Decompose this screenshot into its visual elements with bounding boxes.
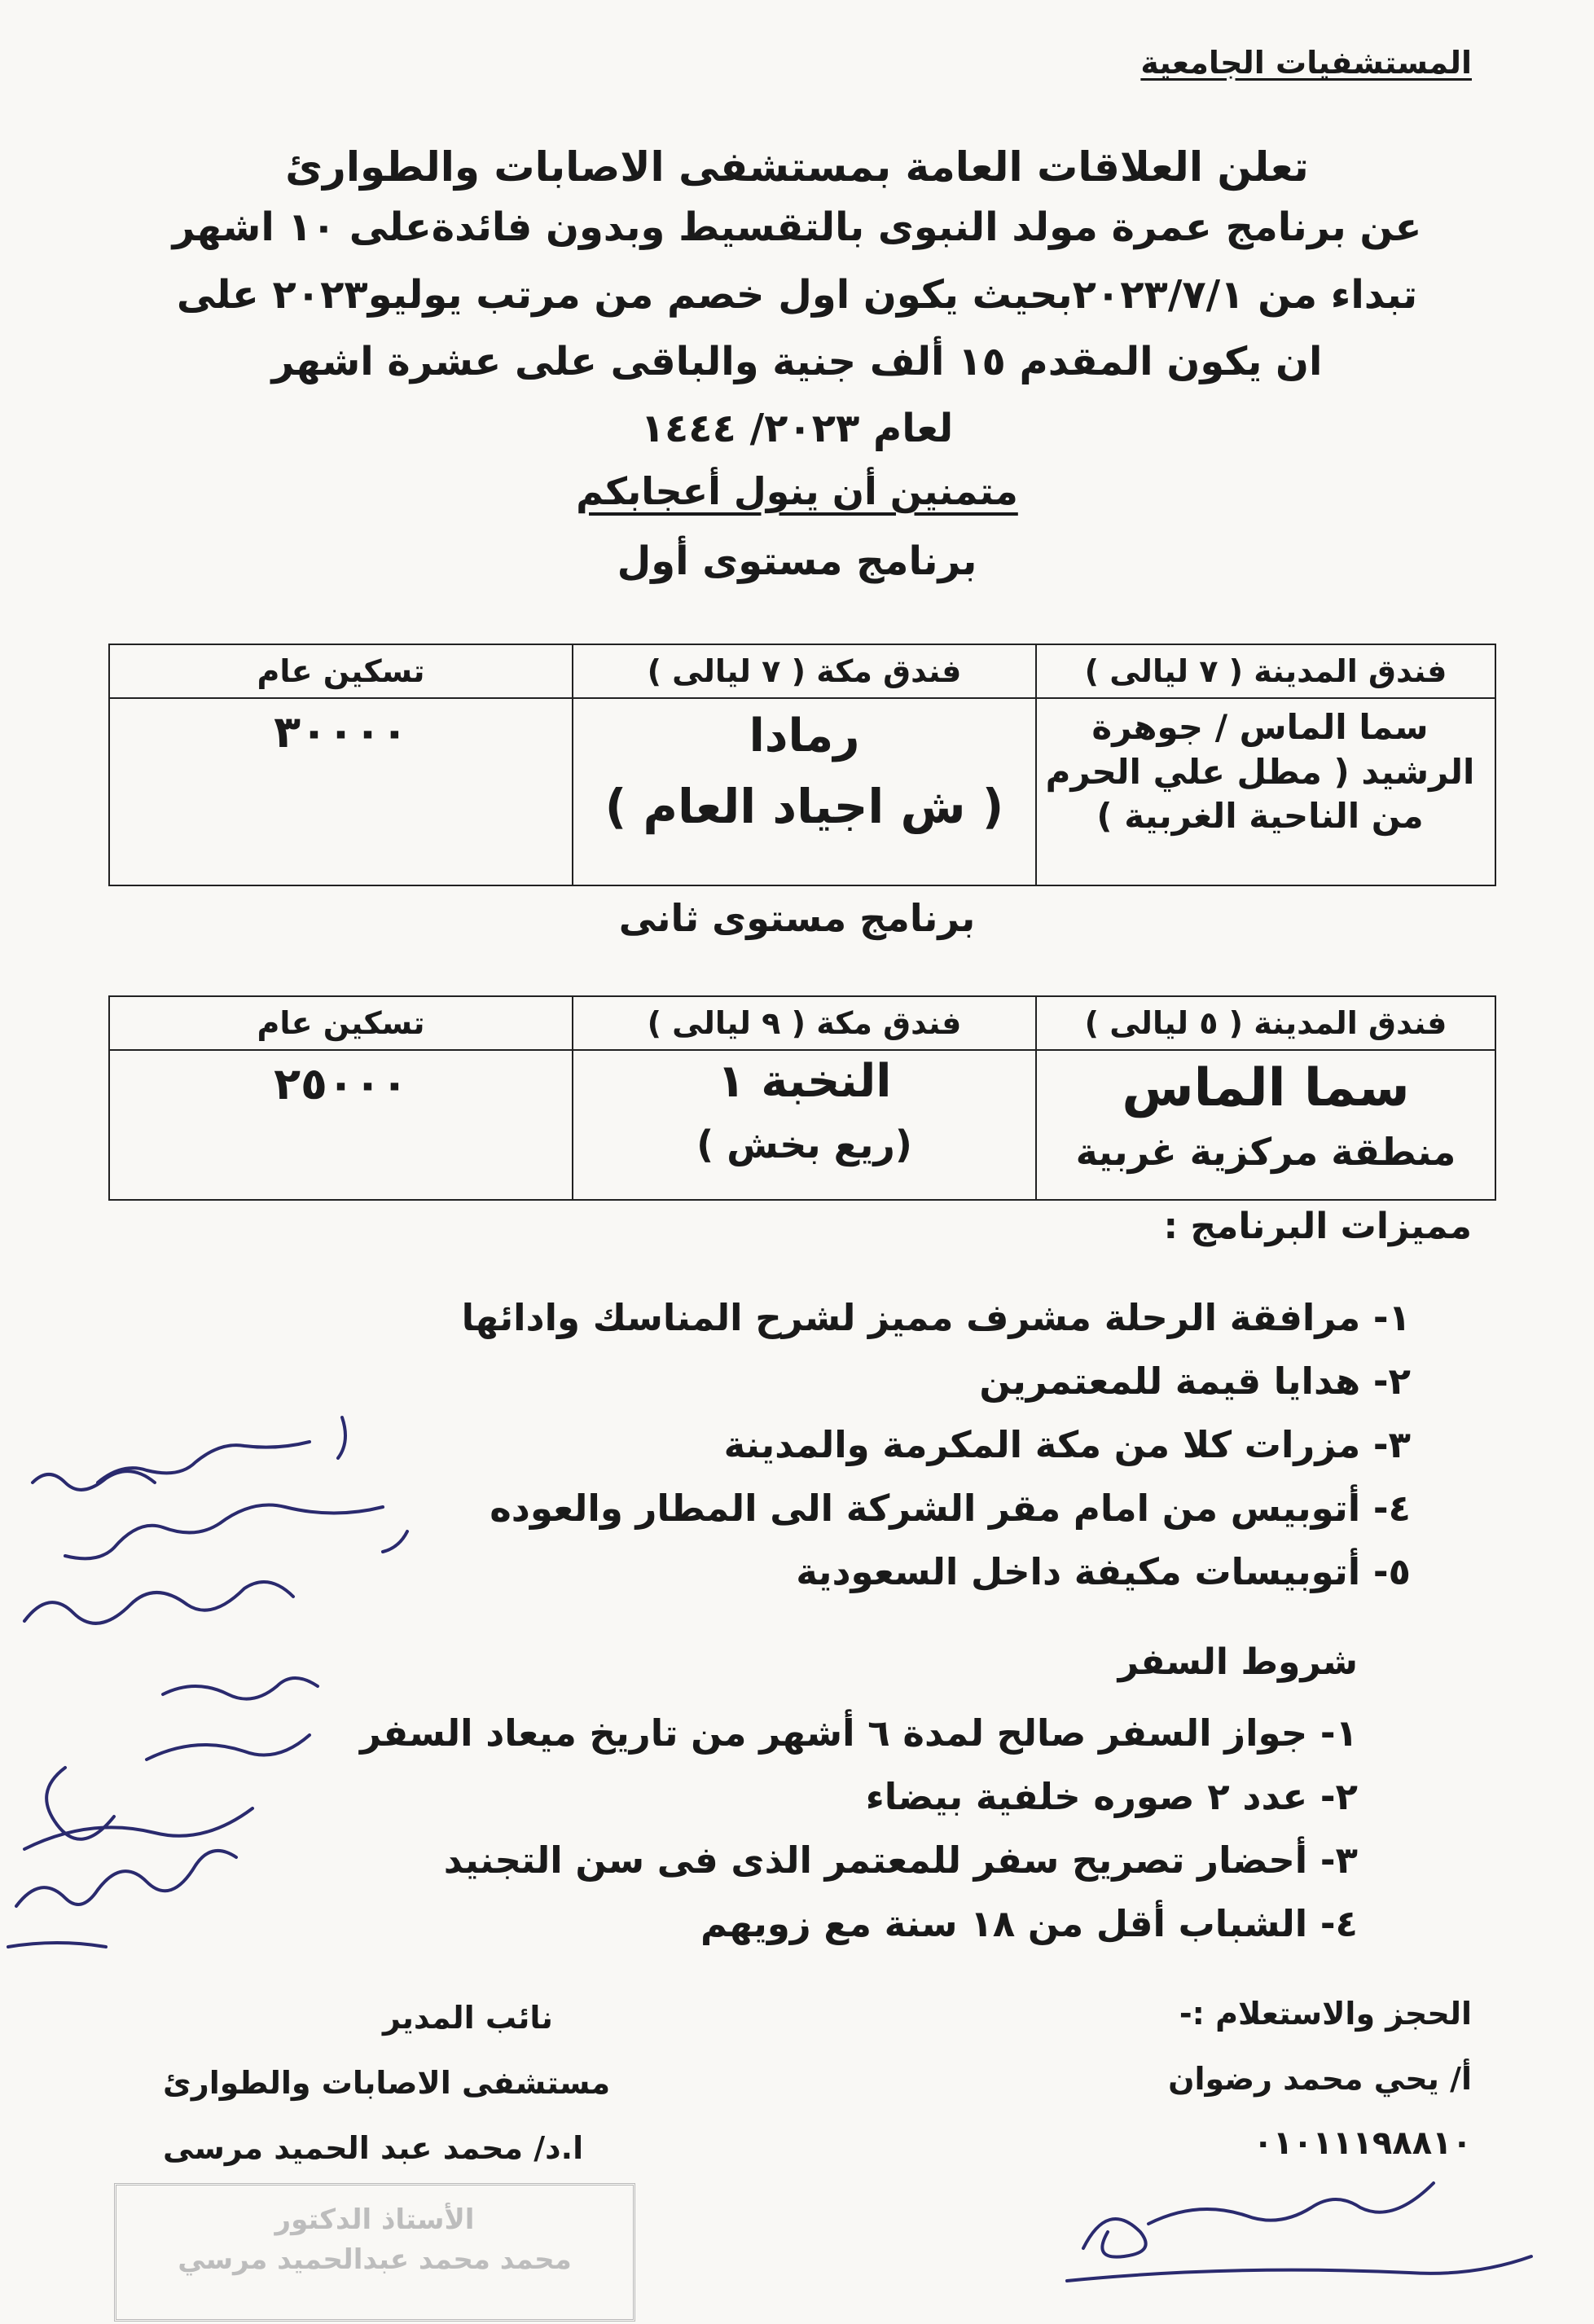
header-madinah-hotel: فندق المدينة ( ٥ ليالى ) bbox=[1036, 996, 1495, 1050]
contact-phone: ٠١٠١١١٩٨٨١٠ bbox=[1253, 2124, 1472, 2162]
price-cell bbox=[109, 698, 573, 885]
program1-title: برنامج مستوى أول bbox=[617, 538, 977, 584]
contact-title: الحجز والاستعلام :- bbox=[1179, 1996, 1472, 2032]
makkah-hotel-cell bbox=[573, 698, 1036, 885]
header-madinah-hotel: فندق المدينة ( ٧ ليالى ) bbox=[1036, 644, 1495, 698]
header-accommodation: تسكين عام bbox=[109, 644, 573, 698]
list-item: ٢- هدايا قيمة للمعتمرين bbox=[979, 1360, 1411, 1403]
table-row bbox=[109, 996, 1495, 1050]
madinah-hotel-cell bbox=[1036, 698, 1495, 885]
list-item: ١- جواز السفر صالح لمدة ٦ أشهر من تاريخ ميعاد السفر bbox=[360, 1711, 1358, 1755]
contact-name: أ/ يحي محمد رضوان bbox=[1168, 2061, 1472, 2097]
list-item: ٣- أحضار تصريح سفر للمعتمر الذى فى سن التجنيد bbox=[443, 1839, 1358, 1882]
table-row bbox=[109, 1050, 1495, 1200]
table-row bbox=[109, 698, 1495, 885]
stamp-line: الأستاذ الدكتور bbox=[274, 2203, 475, 2236]
contact-signature bbox=[1051, 2159, 1539, 2289]
price-cell bbox=[109, 1050, 573, 1200]
makkah-hotel-cell bbox=[573, 1050, 1036, 1200]
header-accommodation: تسكين عام bbox=[109, 996, 573, 1050]
table-row bbox=[109, 644, 1495, 698]
header-makkah-hotel: فندق مكة ( ٩ ليالى ) bbox=[573, 996, 1036, 1050]
announcement-line-4: ان يكون المقدم ١٥ ألف جنية والباقى على عشرة اشهر bbox=[271, 339, 1323, 384]
stamp-line: محمد محمد عبدالحميد مرسي bbox=[178, 2243, 572, 2277]
list-item: ٤- أتوبيس من امام مقر الشركة الى المطار والعوده bbox=[490, 1487, 1411, 1530]
madinah-hotel-line: من الناحية الغربية ) bbox=[1096, 796, 1424, 837]
makkah-hotel-location: ( ش اجياد العام ) bbox=[604, 779, 1004, 834]
program2-title: برنامج مستوى ثانى bbox=[618, 896, 976, 940]
official-stamp bbox=[114, 2183, 635, 2322]
price-value: ٣٠٠٠٠ bbox=[274, 706, 408, 758]
list-item: ٣- مزرات كلا من مكة المكرمة والمدينة bbox=[723, 1423, 1411, 1466]
program2-table bbox=[108, 995, 1496, 1201]
makkah-hotel-name: رمادا bbox=[749, 710, 860, 762]
org-header: المستشفيات الجامعية bbox=[1140, 45, 1472, 81]
features-title: مميزات البرنامج : bbox=[1163, 1206, 1472, 1247]
conditions-title: شروط السفر bbox=[1118, 1641, 1358, 1683]
announcement-line-2: عن برنامج عمرة مولد النبوى بالتقسيط وبدون فائدةعلى ١٠ اشهر bbox=[172, 204, 1422, 250]
madinah-hotel-line: الرشيد ( مطل علي الحرم bbox=[1045, 751, 1475, 792]
announcement-slogan: متمنين أن ينول أعجابكم bbox=[576, 469, 1018, 513]
price-value: ٢٥٠٠٠ bbox=[274, 1058, 408, 1109]
features-list bbox=[461, 1296, 1411, 1617]
list-item: ٢- عدد ٢ صوره خلفية بيضاء bbox=[865, 1775, 1358, 1818]
makkah-hotel-location: (ريع بخش ) bbox=[696, 1122, 912, 1166]
makkah-hotel-name: النخبة ١ bbox=[717, 1055, 892, 1108]
announcement-line-5: لعام ٢٠٢٣/ ١٤٤٤ bbox=[640, 406, 954, 451]
conditions-list bbox=[360, 1711, 1358, 1969]
signatory-title: نائب المدير bbox=[383, 2000, 553, 2036]
madinah-hotel-cell bbox=[1036, 1050, 1495, 1200]
signatory-org: مستشفى الاصابات والطوارئ bbox=[163, 2065, 611, 2101]
madinah-hotel-line: سما الماس / جوهرة bbox=[1091, 707, 1429, 747]
list-item: ٤- الشباب أقل من ١٨ سنة مع زويهم bbox=[700, 1902, 1358, 1945]
list-item: ٥- أتوبيسات مكيفة داخل السعودية bbox=[796, 1550, 1411, 1593]
announcement-line-3: تبداء من ٢٠٢٣/٧/١بحيث يكون اول خصم من مرتب يوليو٢٠٢٣ على bbox=[176, 272, 1418, 318]
handwritten-annotation bbox=[0, 1385, 456, 1971]
header-makkah-hotel: فندق مكة ( ٧ ليالى ) bbox=[573, 644, 1036, 698]
program1-table bbox=[108, 644, 1496, 886]
signatory-name: ا.د/ محمد عبد الحميد مرسى bbox=[163, 2130, 584, 2166]
list-item: ١- مرافقة الرحلة مشرف مميز لشرح المناسك وادائها bbox=[461, 1296, 1411, 1339]
madinah-hotel-location: منطقة مركزية غربية bbox=[1075, 1130, 1456, 1174]
madinah-hotel-name: سما الماس bbox=[1122, 1058, 1410, 1118]
announcement-line-1: تعلن العلاقات العامة بمستشفى الاصابات والطوارئ bbox=[285, 143, 1309, 191]
